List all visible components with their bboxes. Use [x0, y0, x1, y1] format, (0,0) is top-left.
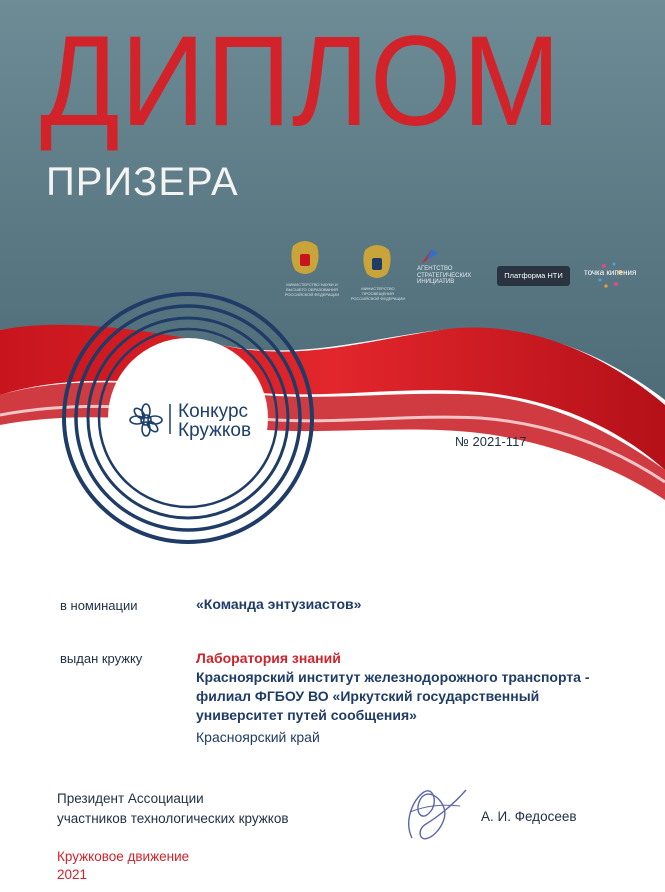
konkurs-kruzhkov-wordmark — [178, 402, 251, 440]
ministry-education-emblem-icon — [363, 245, 390, 278]
institution-name: Красноярский институт железнодорожного транспорта - филиал ФГБОУ ВО «Иркутский государственный университет путей сообщения» — [196, 669, 590, 723]
ministry-education-caption: МИНИСТЕРСТВО ПРОСВЕЩЕНИЯ РОССИЙСКОЙ ФЕДЕРАЦИИ — [350, 286, 406, 301]
asi-line1: АГЕНТСТВО — [417, 266, 453, 272]
circle-name: Лаборатория знаний — [196, 650, 341, 666]
asi-line3: ИНИЦИАТИВ — [417, 279, 455, 285]
movement-block — [57, 848, 189, 884]
ministry-education-logo — [349, 286, 407, 301]
ministry-science-caption: МИНИСТЕРСТВО НАУКИ И ВЫСШЕГО ОБРАЗОВАНИЯ РОССИЙСКОЙ ФЕДЕРАЦИИ — [284, 282, 340, 297]
president-title — [57, 789, 289, 829]
movement-name: Кружковое движение — [57, 849, 190, 864]
ministry-science-logo — [283, 282, 341, 297]
nti-platform-badge: Платформа НТИ — [497, 266, 570, 286]
diploma-number: № 2021-117 — [455, 434, 527, 449]
signer-name: А. И. Федосеев — [481, 809, 577, 824]
konkurs-line2: Кружков — [178, 420, 252, 441]
ministry-science-emblem-icon — [291, 241, 318, 274]
president-line1: Президент Ассоциации — [57, 791, 204, 806]
tochka-kipeniya-logo: точка кипения — [584, 268, 637, 277]
asi-line2: СТРАТЕГИЧЕСКИХ — [417, 272, 472, 279]
nomination-label: в номинации — [60, 598, 138, 613]
movement-year: 2021 — [57, 867, 88, 882]
konkurs-line1: Конкурс — [178, 401, 249, 422]
subtitle-initial: П — [46, 160, 76, 204]
diploma-subtitle — [46, 162, 239, 202]
asi-logo — [417, 266, 471, 286]
signature-mark — [409, 790, 466, 839]
diploma-title: ДИПЛОМ — [40, 10, 562, 153]
president-line2: участников технологических кружков — [57, 811, 289, 826]
region: Красноярский край — [196, 729, 320, 745]
subtitle-rest: РИЗЕРА — [75, 160, 239, 204]
issued-label: выдан кружку — [60, 651, 143, 666]
nomination-value: «Команда энтузиастов» — [196, 596, 362, 612]
